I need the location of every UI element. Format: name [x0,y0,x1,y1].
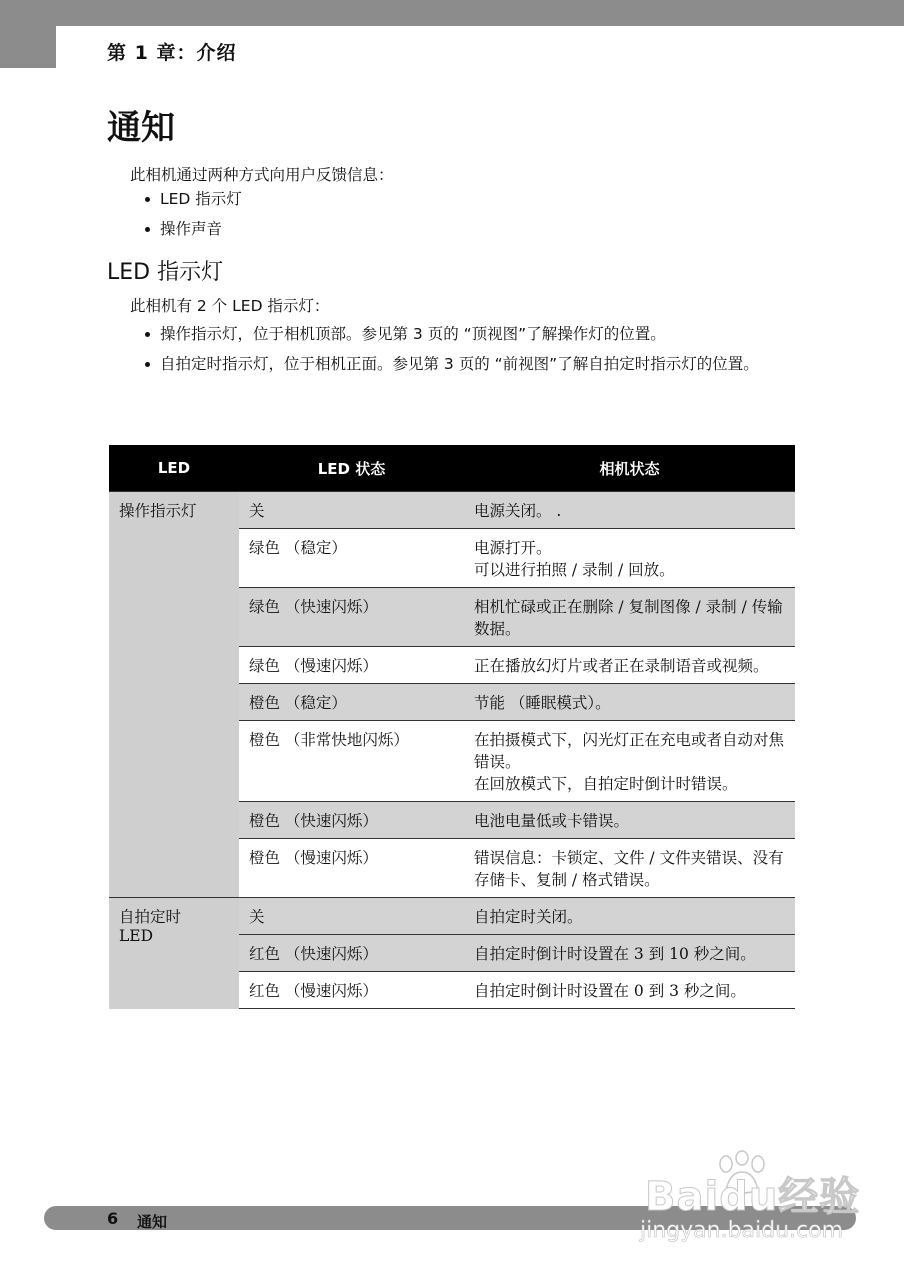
camera-state-cell: 相机忙碌或正在删除 / 复制图像 / 录制 / 传输数据。 [464,588,795,647]
led-status-table [109,445,795,1009]
footer-section-label: 通知 [137,1213,168,1231]
list-item: LED 指示灯 [130,186,242,212]
camera-state-cell: 正在播放幻灯片或者正在录制语音或视频。 [464,647,795,684]
led-state-cell: 绿色 （快速闪烁） [239,588,464,647]
led-state-cell: 橙色 （非常快地闪烁） [239,721,464,802]
led-state-cell: 橙色 （快速闪烁） [239,802,464,839]
camera-state-cell [464,721,795,802]
camera-state-line: 在回放模式下，自拍定时倒计时错误。 [474,775,738,793]
group-operation-led: 操作指示灯 [109,492,239,898]
camera-state-line: 在拍摄模式下，闪光灯正在充电或者自动对焦错误。 [474,731,785,771]
list-item: 操作指示灯，位于相机顶部。参见第 3 页的 “顶视图”了解操作灯的位置。 [130,321,800,347]
list-item: 自拍定时指示灯，位于相机正面。参见第 3 页的 “前视图”了解自拍定时指示灯的位置。 [130,351,800,377]
camera-state-line: 可以进行拍照 / 录制 / 回放。 [474,561,675,579]
top-header-tab [0,26,56,68]
list-item: 操作声音 [130,216,242,242]
led-state-cell: 红色 （快速闪烁） [239,935,464,972]
intro-text: 此相机通过两种方式向用户反馈信息： [130,166,394,184]
table-header-row [109,445,795,492]
led-section-title: LED 指示灯 [107,260,224,285]
group-self-timer-led [109,898,239,1009]
led-state-cell: 关 [239,898,464,935]
group-label-line: 自拍定时 [119,908,182,926]
camera-state-cell: 节能 （睡眠模式）。 [464,684,795,721]
camera-state-cell: 错误信息：卡锁定、文件 / 文件夹错误、没有存储卡、复制 / 格式错误。 [464,839,795,898]
led-state-cell: 关 [239,492,464,529]
watermark-brand: Baidu经验 [645,1174,861,1220]
header-led-state: LED 状态 [239,445,464,492]
group-label-line: LED [119,927,154,945]
camera-state-cell: 自拍定时关闭。 [464,898,795,935]
camera-state-cell: 电源关闭。 . [464,492,795,529]
page-title: 通知 [107,108,175,148]
led-state-cell: 绿色 （慢速闪烁） [239,647,464,684]
camera-state-cell: 自拍定时倒计时设置在 0 到 3 秒之间。 [464,972,795,1009]
intro-bullet-list [130,186,242,246]
header-camera-state: 相机状态 [464,445,795,492]
led-intro-text: 此相机有 2 个 LED 指示灯： [130,297,330,315]
header-led: LED [109,445,239,492]
led-state-cell: 橙色 （稳定） [239,684,464,721]
camera-state-cell: 自拍定时倒计时设置在 3 到 10 秒之间。 [464,935,795,972]
camera-state-cell: 电池电量低或卡错误。 [464,802,795,839]
page-number: 6 [107,1209,119,1228]
chapter-heading: 第 1 章：介绍 [107,42,237,64]
top-header-bar [0,0,904,26]
led-state-cell: 红色 （慢速闪烁） [239,972,464,1009]
table-row [109,492,795,529]
camera-state-line: 电源打开。 [474,539,552,557]
camera-state-cell [464,529,795,588]
watermark-url: jingyan.baidu.com [640,1218,844,1243]
led-state-cell: 橙色 （慢速闪烁） [239,839,464,898]
table-row [109,898,795,935]
led-bullet-list [130,321,800,381]
led-state-cell: 绿色 （稳定） [239,529,464,588]
